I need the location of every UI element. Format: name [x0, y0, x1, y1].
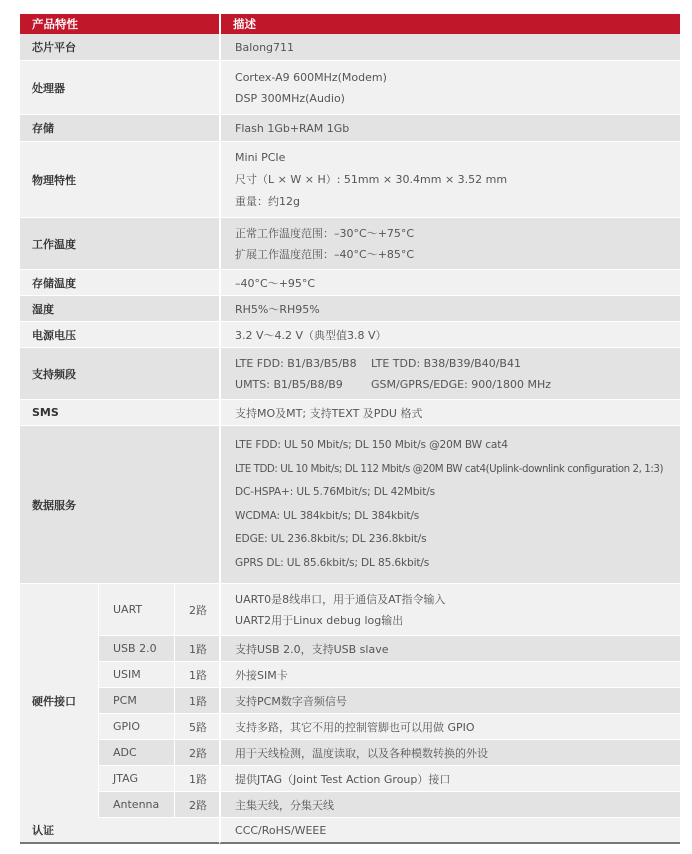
- hw-row: [20, 636, 680, 662]
- value-line: UART2用于Linux debug log输出: [235, 613, 404, 627]
- band-item: GSM/GPRS/EDGE: 900/1800 MHz: [371, 377, 552, 391]
- row-value: [219, 270, 680, 296]
- row-storage: [20, 115, 680, 142]
- value-line: 用于天线检测，温度读取，以及各种模数转换的外设: [235, 746, 489, 760]
- row-label: 认证: [20, 818, 219, 844]
- hw-interface-name: UART: [98, 584, 174, 636]
- row-value: [219, 61, 680, 115]
- value-line: [235, 374, 551, 395]
- row-value: [219, 426, 680, 584]
- header-feature: 产品特性: [20, 14, 219, 34]
- band-item: UMTS: B1/B5/B8/B9: [235, 377, 343, 391]
- row-chip-platform: [20, 34, 680, 61]
- value-line: DSP 300MHz(Audio): [235, 91, 345, 105]
- row-value: [219, 296, 680, 322]
- value-line: –40°C～+95°C: [235, 276, 316, 290]
- row-label: 湿度: [20, 296, 219, 322]
- row-label: 物理特性: [20, 142, 219, 218]
- row-humidity: [20, 296, 680, 322]
- row-label: 存储温度: [20, 270, 219, 296]
- hw-row: [20, 740, 680, 766]
- value-line: LTE TDD: UL 10 Mbit/s; DL 112 Mbit/s @20M BW cat4(Uplink-downlink configuration 2, 1:3): [235, 462, 664, 475]
- hw-interface-count: 2路: [174, 792, 219, 818]
- hw-interface-name: JTAG: [98, 766, 174, 792]
- hw-interface-desc: [219, 740, 680, 766]
- value-line: LTE FDD: UL 50 Mbit/s; DL 150 Mbit/s @20M BW cat4: [235, 439, 508, 451]
- row-value: [219, 34, 680, 61]
- row-label: 支持频段: [20, 348, 219, 400]
- band-item: LTE FDD: B1/B3/B5/B8: [235, 356, 357, 370]
- row-value: [219, 115, 680, 142]
- hw-row: [20, 766, 680, 792]
- row-label: 存储: [20, 115, 219, 142]
- value-line: 支持多路，其它不用的控制管脚也可以用做 GPIO: [235, 720, 475, 734]
- hw-interface-count: 2路: [174, 584, 219, 636]
- row-physical: [20, 142, 680, 218]
- hw-interface-count: 1路: [174, 662, 219, 688]
- value-line: RH5%～RH95%: [235, 302, 320, 316]
- hw-row: [20, 688, 680, 714]
- hw-interface-desc: [219, 584, 680, 636]
- hw-interface-name: ADC: [98, 740, 174, 766]
- band-item: LTE TDD: B38/B39/B40/B41: [371, 356, 521, 370]
- hw-interface-desc: [219, 792, 680, 818]
- hw-interface-count: 1路: [174, 688, 219, 714]
- row-certification: [20, 818, 680, 844]
- value-line: 3.2 V～4.2 V（典型值3.8 V）: [235, 328, 387, 342]
- row-sms: [20, 400, 680, 426]
- row-label: SMS: [20, 400, 219, 426]
- spec-table-container: [20, 14, 680, 844]
- table-header: [20, 14, 680, 34]
- hw-interface-desc: [219, 688, 680, 714]
- value-line: Cortex-A9 600MHz(Modem): [235, 70, 387, 84]
- hw-interface-count: 1路: [174, 766, 219, 792]
- value-line: 外接SIM卡: [235, 668, 288, 682]
- hw-interface-desc: [219, 766, 680, 792]
- row-value: [219, 218, 680, 270]
- header-description: 描述: [219, 14, 680, 34]
- value-line: Flash 1Gb+RAM 1Gb: [235, 121, 350, 135]
- value-line: WCDMA: UL 384kbit/s; DL 384kbit/s: [235, 509, 420, 522]
- hw-interface-count: 5路: [174, 714, 219, 740]
- hw-interface-name: GPIO: [98, 714, 174, 740]
- hw-row: [20, 584, 680, 636]
- row-value: [219, 348, 680, 400]
- row-label: 硬件接口: [20, 584, 98, 818]
- row-power-voltage: [20, 322, 680, 348]
- row-value: [219, 818, 680, 844]
- value-line: 提供JTAG（Joint Test Action Group）接口: [235, 772, 451, 786]
- row-label: 电源电压: [20, 322, 219, 348]
- value-line: 支持USB 2.0，支持USB slave: [235, 642, 389, 656]
- hw-row: [20, 792, 680, 818]
- row-operating-temp: [20, 218, 680, 270]
- hw-interface-desc: [219, 714, 680, 740]
- hw-interface-name: PCM: [98, 688, 174, 714]
- row-label: 芯片平台: [20, 34, 219, 61]
- value-line: 支持PCM数字音频信号: [235, 694, 347, 708]
- hw-row: [20, 662, 680, 688]
- value-line: 重量：约12g: [235, 194, 300, 208]
- row-processor: [20, 61, 680, 115]
- hw-interface-name: USB 2.0: [98, 636, 174, 662]
- row-storage-temp: [20, 270, 680, 296]
- hw-interface-count: 1路: [174, 636, 219, 662]
- row-label: 数据服务: [20, 426, 219, 584]
- value-line: GPRS DL: UL 85.6kbit/s; DL 85.6kbit/s: [235, 556, 430, 569]
- value-line: 支持MO及MT; 支持TEXT 及PDU 格式: [235, 406, 423, 420]
- row-value: [219, 322, 680, 348]
- hw-row: [20, 714, 680, 740]
- row-frequency-bands: [20, 348, 680, 400]
- hw-interface-name: Antenna: [98, 792, 174, 818]
- value-line: 正常工作温度范围：–30°C～+75°C: [235, 226, 415, 240]
- value-line: Balong711: [235, 40, 295, 54]
- value-line: DC-HSPA+: UL 5.76Mbit/s; DL 42Mbit/s: [235, 486, 436, 498]
- value-line: 扩展工作温度范围：–40°C～+85°C: [235, 247, 415, 261]
- row-data-service: [20, 426, 680, 584]
- spec-table: [20, 14, 680, 844]
- row-label: 工作温度: [20, 218, 219, 270]
- row-value: [219, 142, 680, 218]
- hw-interface-desc: [219, 662, 680, 688]
- hw-interface-count: 2路: [174, 740, 219, 766]
- value-line: CCC/RoHS/WEEE: [235, 823, 327, 837]
- hw-interface-desc: [219, 636, 680, 662]
- value-line: Mini PCIe: [235, 150, 286, 164]
- value-line: 尺寸（L × W × H）: 51mm × 30.4mm × 3.52 mm: [235, 172, 508, 186]
- value-line: EDGE: UL 236.8kbit/s; DL 236.8kbit/s: [235, 533, 427, 545]
- row-label: 处理器: [20, 61, 219, 115]
- value-line: [235, 353, 521, 374]
- value-line: 主集天线，分集天线: [235, 798, 335, 812]
- value-line: UART0是8线串口，用于通信及AT指令输入: [235, 592, 446, 606]
- hw-interface-name: USIM: [98, 662, 174, 688]
- row-value: [219, 400, 680, 426]
